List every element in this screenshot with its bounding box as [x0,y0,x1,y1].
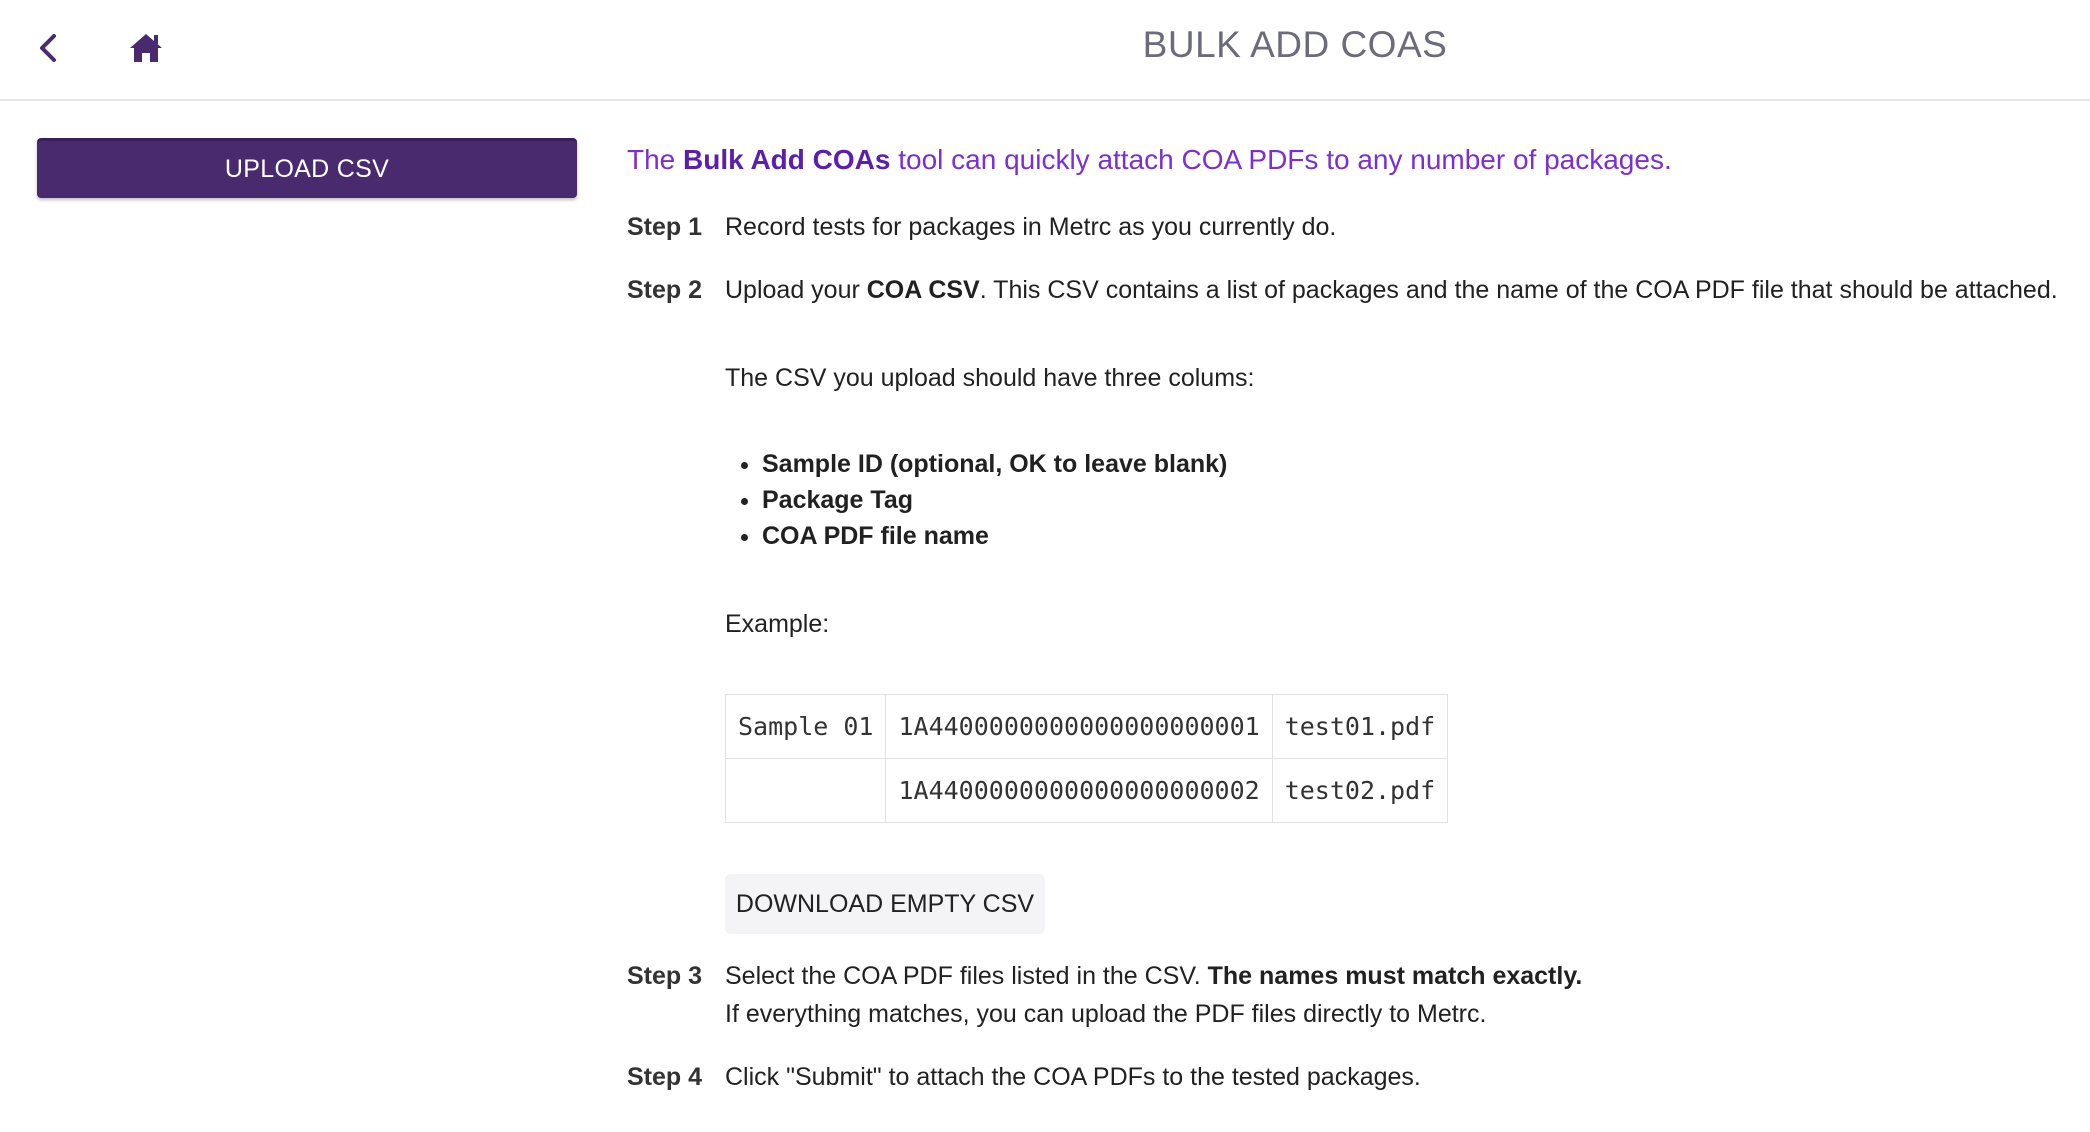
table-row [726,695,1448,759]
table-cell [726,759,886,823]
page-title: BULK ADD COAS [1142,24,1448,65]
columns-intro: The CSV you upload should have three colums: [725,364,1255,392]
back-button[interactable] [28,28,68,68]
step-text [725,271,2065,309]
intro-prefix: The [627,144,684,175]
table-cell: test02.pdf [1272,759,1448,823]
step-label: Step 2 [627,276,703,304]
step-text: Record tests for packages in Metrc as you currently do. [725,213,1337,241]
step-text-prefix: Select the COA PDF files listed in the CSV. [725,962,1208,990]
intro-text [627,140,2067,180]
top-bar [0,0,2090,101]
list-item: • COA PDF file name [762,518,1227,554]
table-cell: test01.pdf [1272,695,1448,759]
columns-list [740,446,1227,554]
step-text-suffix: . This CSV contains a list of packages and the name of the COA PDF file that should be attached. [979,276,2058,304]
table-cell: 1A4400000000000000000002 [886,759,1272,823]
chevron-left-icon [37,33,59,63]
home-button[interactable] [124,26,168,70]
table-cell: 1A4400000000000000000001 [886,695,1272,759]
intro-suffix: tool can quickly attach COA PDFs to any number of packages. [890,144,1672,175]
table-cell: Sample 01 [726,695,886,759]
step-text: Click "Submit" to attach the COA PDFs to the tested packages. [725,1063,1421,1091]
step-text-bold: The names must match exactly. [1207,962,1583,990]
download-empty-csv-button[interactable]: DOWNLOAD EMPTY CSV [725,874,1045,934]
step-text-prefix: Upload your [725,276,867,304]
step-label: Step 4 [627,1063,703,1091]
upload-csv-button[interactable]: UPLOAD CSV [37,138,577,198]
step-text [725,957,2065,1033]
step-label: Step 1 [627,213,703,241]
list-item: • Sample ID (optional, OK to leave blank) [762,446,1227,482]
list-item: • Package Tag [762,482,1227,518]
example-label: Example: [725,610,830,638]
table-row [726,759,1448,823]
step-text-line2: If everything matches, you can upload the PDF files directly to Metrc. [725,1000,1487,1028]
step-label: Step 3 [627,962,703,990]
step-text-bold: COA CSV [866,276,980,304]
example-table [725,694,1448,823]
intro-tool-name: Bulk Add COAs [683,144,891,175]
home-icon [128,32,164,64]
